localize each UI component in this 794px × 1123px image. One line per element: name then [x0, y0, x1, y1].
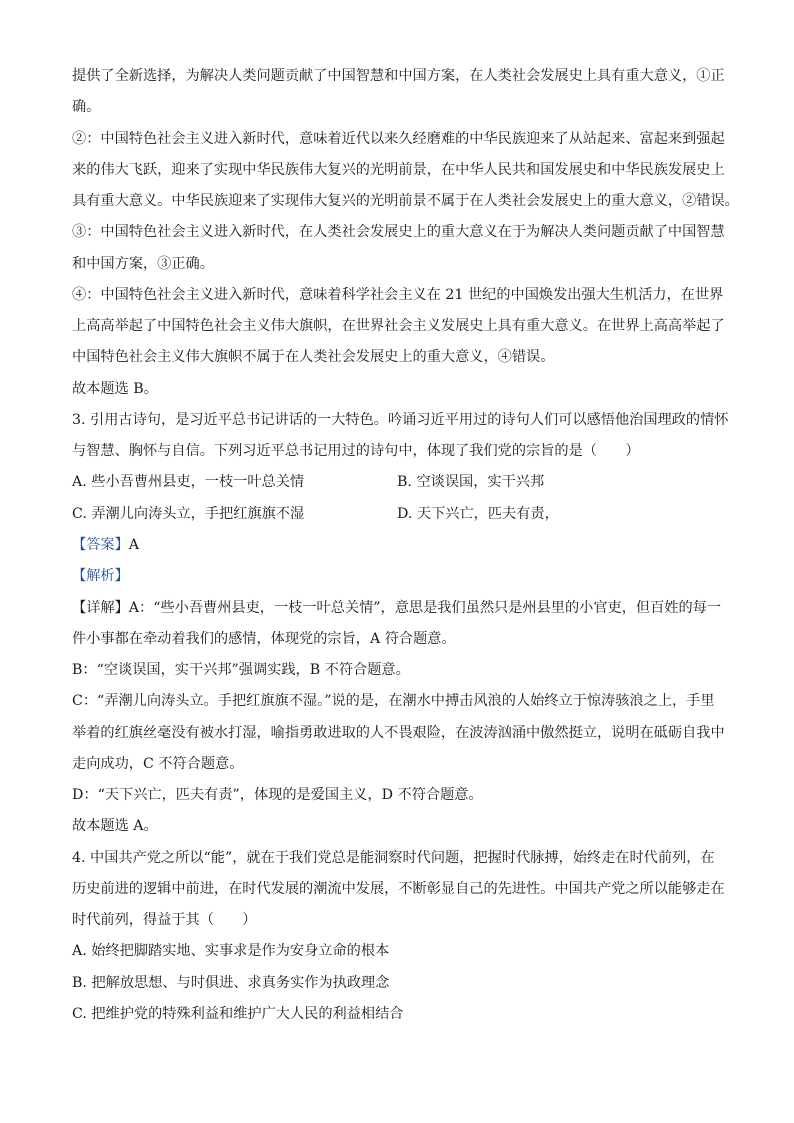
- q3-option-c: C. 弄潮儿向涛头立，手把红旗旗不湿: [72, 506, 305, 522]
- text-line: C：“弄潮儿向涛头立。手把红旗旗不湿。”说的是，在潮水中搏击风浪的人始终立于惊涛骇浪之上，手里: [72, 693, 715, 709]
- analysis-label: 【解析】: [72, 568, 129, 584]
- question-3-stem: 3. 引用古诗句，是习近平总书记讲话的一大特色。吟诵习近平用过的诗句人们可以感悟他治国理政的情怀: [72, 412, 729, 428]
- answer-line: [72, 535, 139, 555]
- text-line: 故本题选 B。: [72, 381, 158, 397]
- q4-option-b: B. 把解放思想、与时俱进、求真务实作为执政理念: [72, 975, 390, 991]
- detail-label: 【详解】: [72, 600, 129, 616]
- analysis-line: [72, 566, 129, 586]
- question-3-stem: 与智慧、胸怀与自信。下列习近平总书记用过的诗句中，体现了我们党的宗旨的是（ ）: [72, 443, 640, 459]
- detail-line: [72, 598, 721, 618]
- q3-option-d: D. 天下兴亡，匹夫有责，: [397, 506, 559, 522]
- text-line: B：“空谈误国，实干兴邦”强调实践，B 不符合题意。: [72, 662, 410, 678]
- text-line: 举着的红旗丝毫没有被水打湿，喻指勇敢进取的人不畏艰险，在波涛汹涌中傲然挺立，说明在砥砺自我中: [72, 725, 725, 741]
- text-line: ②：中国特色社会主义进入新时代，意味着近代以来久经磨难的中华民族迎来了从站起来、富起来到强起: [72, 131, 725, 147]
- text-line: 具有重大意义。中华民族迎来了实现伟大复兴的光明前景不属于在人类社会发展史上的重大意义，②错误。: [72, 193, 739, 209]
- text-line: 提供了全新选择，为解决人类问题贡献了中国智慧和中国方案，在人类社会发展史上具有重大意义，①正: [72, 68, 725, 84]
- answer-label: 【答案】: [72, 537, 129, 553]
- q4-option-a: A. 始终把脚踏实地、实事求是作为安身立命的根本: [72, 943, 390, 959]
- q3-option-b: B. 空谈误国，实干兴邦: [397, 474, 545, 490]
- text-line: 走向成功，C 不符合题意。: [72, 756, 244, 772]
- text-line: ④：中国特色社会主义进入新时代，意味着科学社会主义在 21 世纪的中国焕发出强大生机活力，在世界: [72, 287, 724, 303]
- text-line: ③：中国特色社会主义进入新时代，在人类社会发展史上的重大意义在于为解决人类问题贡献了中国智慧: [72, 224, 725, 240]
- text-line: 来的伟大飞跃，迎来了实现中华民族伟大复兴的光明前景，在中华人民共和国发展史和中华民族发展史上: [72, 162, 725, 178]
- question-4-stem: 时代前列，得益于其（ ）: [72, 912, 257, 928]
- question-4-stem: 4. 中国共产党之所以“能”，就在于我们党总是能洞察时代问题，把握时代脉搏，始终走在时代前列，在: [72, 850, 715, 866]
- q4-option-c: C. 把维护党的特殊利益和维护广大人民的利益相结合: [72, 1006, 404, 1022]
- text-line: 上高高举起了中国特色社会主义伟大旗帜，在世界社会主义发展史上具有重大意义。在世界上高高举起了: [72, 318, 725, 334]
- answer-value: A: [128, 537, 140, 553]
- text-line: D：“天下兴亡，匹夫有责”，体现的是爱国主义，D 不符合题意。: [72, 787, 483, 803]
- text-line: 和中国方案，③正确。: [72, 256, 214, 272]
- text-line: 中国特色社会主义伟大旗帜不属于在人类社会发展史上的重大意义，④错误。: [72, 349, 555, 365]
- q3-option-a: A. 些小吾曹州县吏，一枝一叶总关情: [72, 474, 305, 490]
- question-4-stem: 历史前进的逻辑中前进，在时代发展的潮流中发展，不断彰显自己的先进性。中国共产党之所以能够走在: [72, 881, 725, 897]
- detail-text: A：“些小吾曹州县吏，一枝一叶总关情”，意思是我们虽然只是州县里的小官吏，但百姓的每一: [128, 600, 722, 616]
- text-line: 件小事都在牵动着我们的感情，体现党的宗旨，A 符合题意。: [72, 631, 456, 647]
- text-line: 确。: [72, 99, 101, 115]
- text-line: 故本题选 A。: [72, 818, 158, 834]
